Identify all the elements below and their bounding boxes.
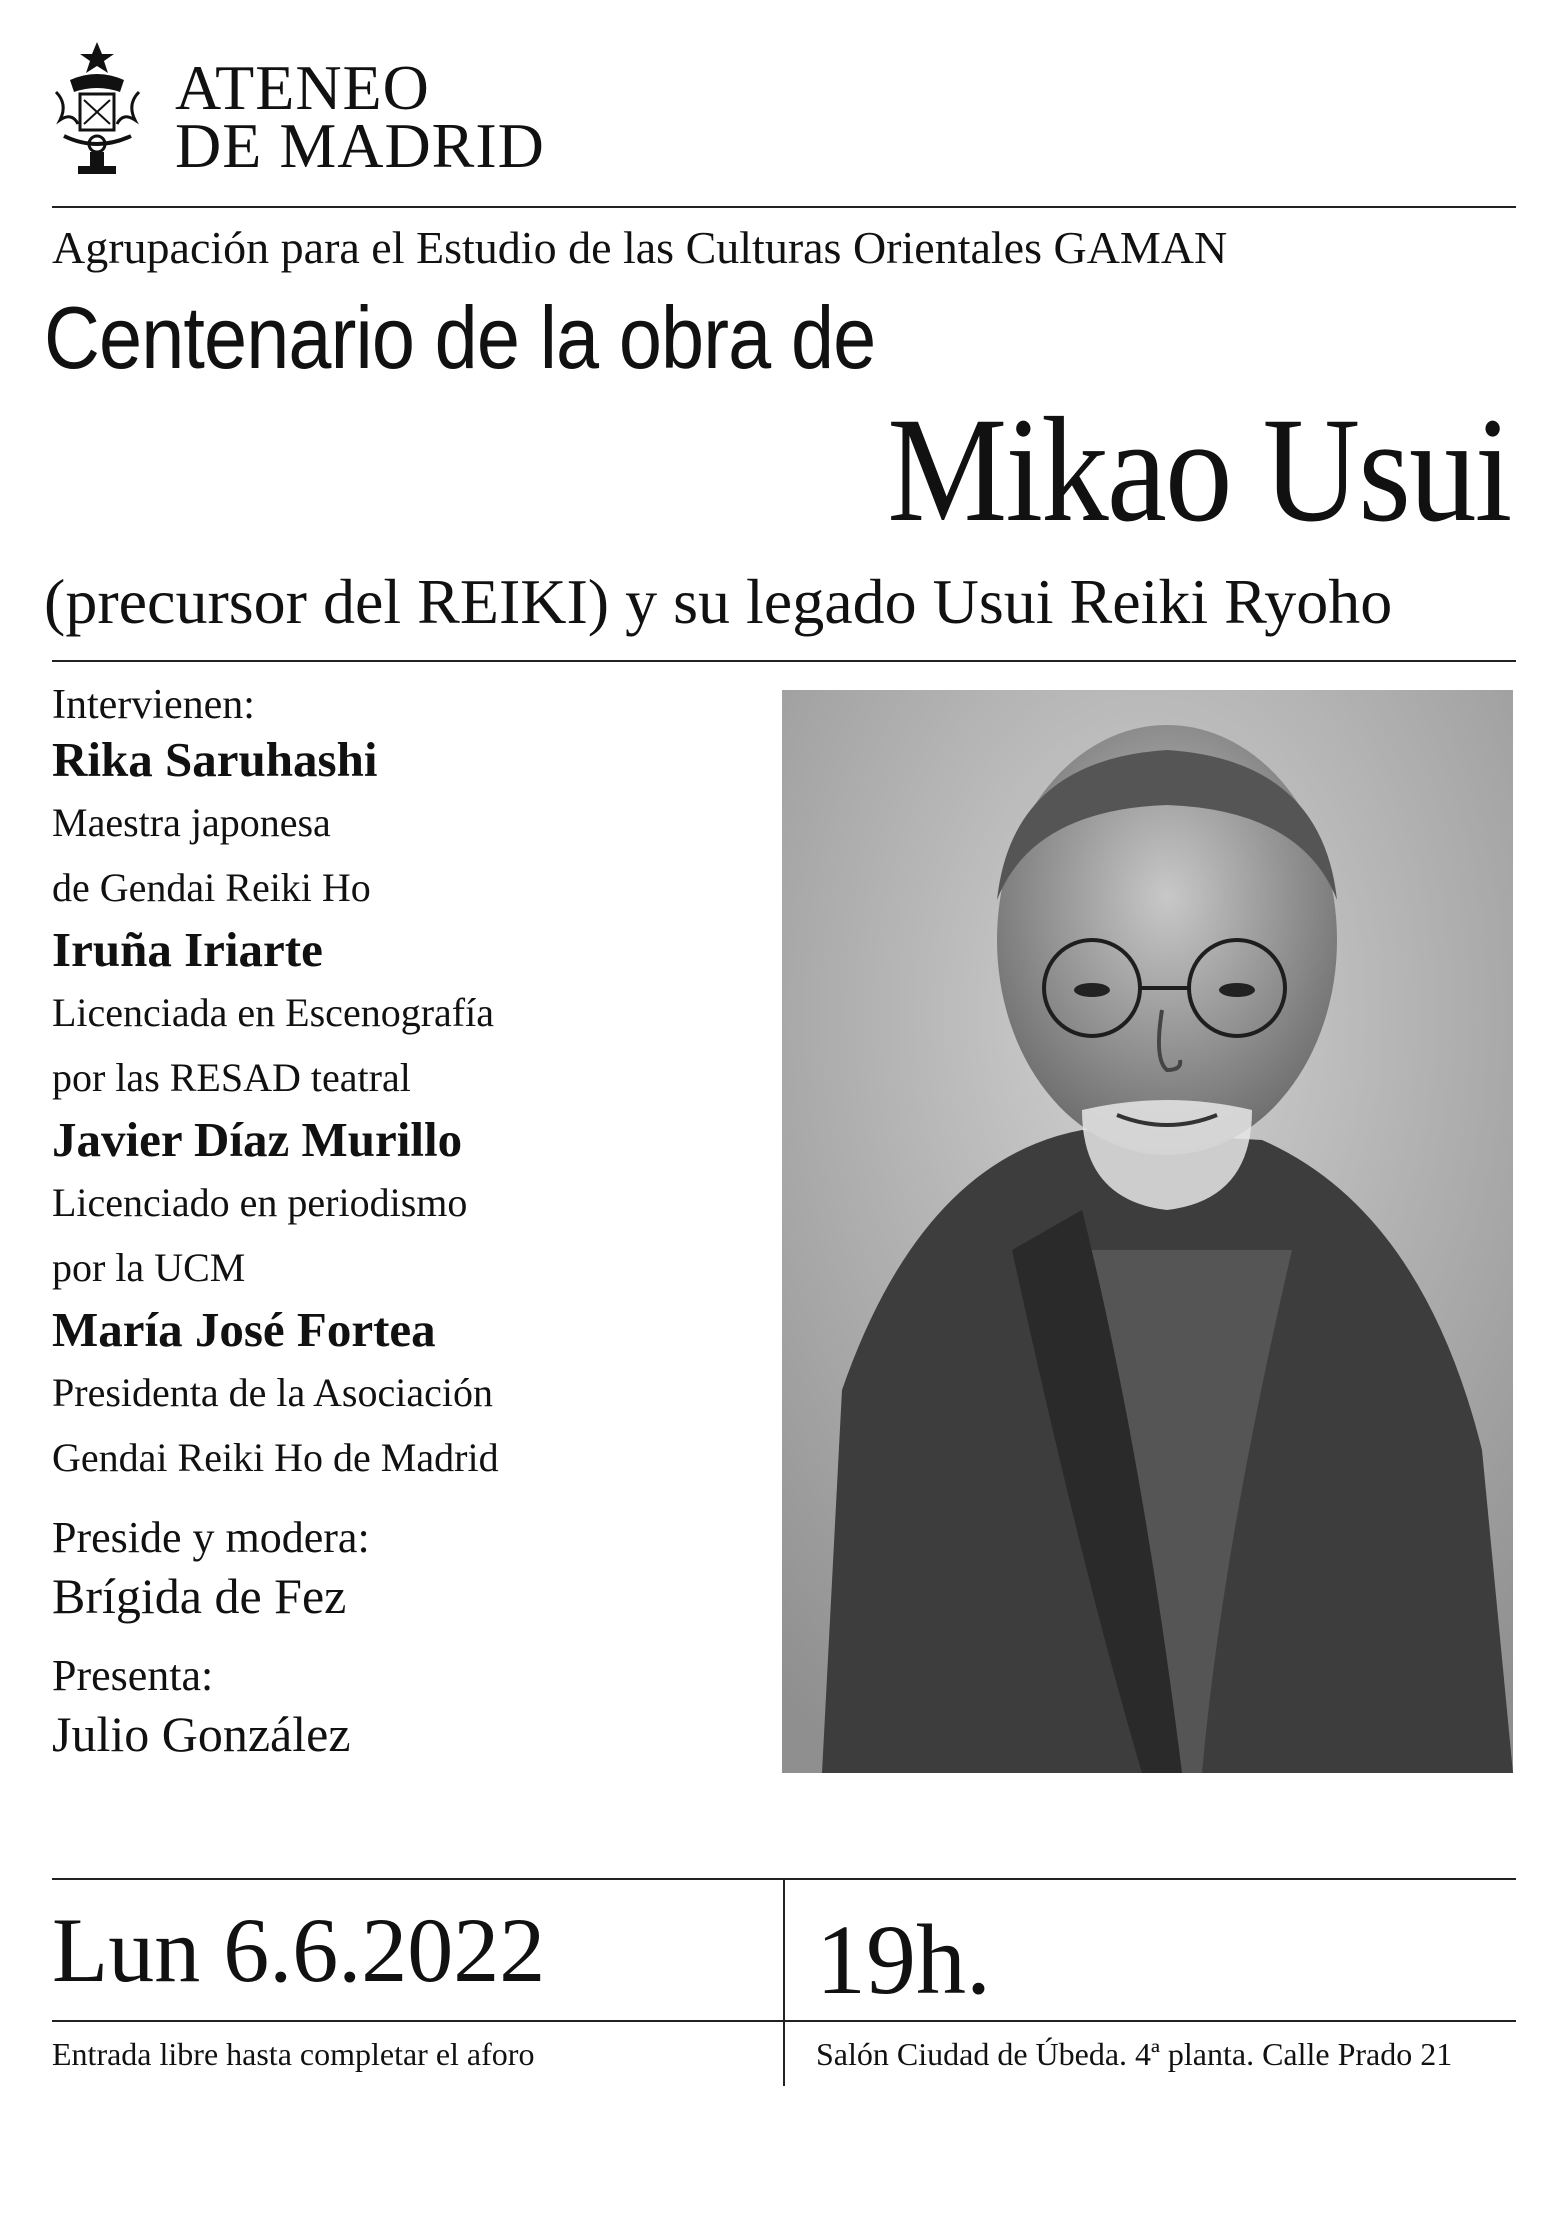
- entry-note: Entrada libre hasta completar el aforo: [52, 2036, 535, 2072]
- logo-wordmark-line2: DE MADRID: [175, 110, 545, 181]
- moderator-label: Preside y modera:: [52, 1513, 370, 1562]
- speaker-role: por las RESAD teatral: [52, 1055, 411, 1100]
- title-line1: Centenario de la obra de: [44, 288, 876, 387]
- event-date: Lun 6.6.2022: [52, 1899, 546, 2001]
- speaker-name: Javier Díaz Murillo: [52, 1112, 463, 1167]
- footer-vertical-divider: [783, 1878, 785, 2086]
- presenter-name: Julio González: [52, 1706, 351, 1762]
- top-divider: [52, 206, 1516, 208]
- speaker-role: Maestra japonesa: [52, 800, 331, 845]
- logo-wordmark-line1: ATENEO: [175, 52, 430, 123]
- title-line3: (precursor del REIKI) y su legado Usui Reiki Ryoho: [44, 566, 1393, 637]
- speaker-role: Licenciada en Escenografía: [52, 990, 494, 1035]
- moderator-name: Brígida de Fez: [52, 1568, 347, 1624]
- ateneo-crest-icon: [50, 40, 145, 176]
- event-time: 19h.: [816, 1904, 991, 2015]
- presenter-label: Presenta:: [52, 1651, 214, 1700]
- speaker-name: Iruña Iriarte: [52, 922, 323, 977]
- portrait-illustration: [782, 690, 1513, 1773]
- speaker-name: María José Fortea: [52, 1302, 436, 1357]
- title-main-name: Mikao Usui: [886, 387, 1510, 553]
- portrait-photo: [782, 690, 1513, 1773]
- speakers-block: [52, 680, 752, 1766]
- speaker-role: de Gendai Reiki Ho: [52, 865, 371, 910]
- speaker-role: Presidenta de la Asociación: [52, 1370, 493, 1415]
- organizer-line: Agrupación para el Estudio de las Culturas Orientales GAMAN: [52, 222, 1228, 273]
- speaker-role: por la UCM: [52, 1245, 246, 1290]
- speaker-role: Licenciado en periodismo: [52, 1180, 468, 1225]
- event-location: Salón Ciudad de Úbeda. 4ª planta. Calle Prado 21: [816, 2036, 1453, 2072]
- title-divider: [52, 660, 1516, 662]
- speakers-intro: Intervienen:: [52, 682, 255, 728]
- speaker-role: Gendai Reiki Ho de Madrid: [52, 1435, 499, 1480]
- speaker-name: Rika Saruhashi: [52, 732, 378, 787]
